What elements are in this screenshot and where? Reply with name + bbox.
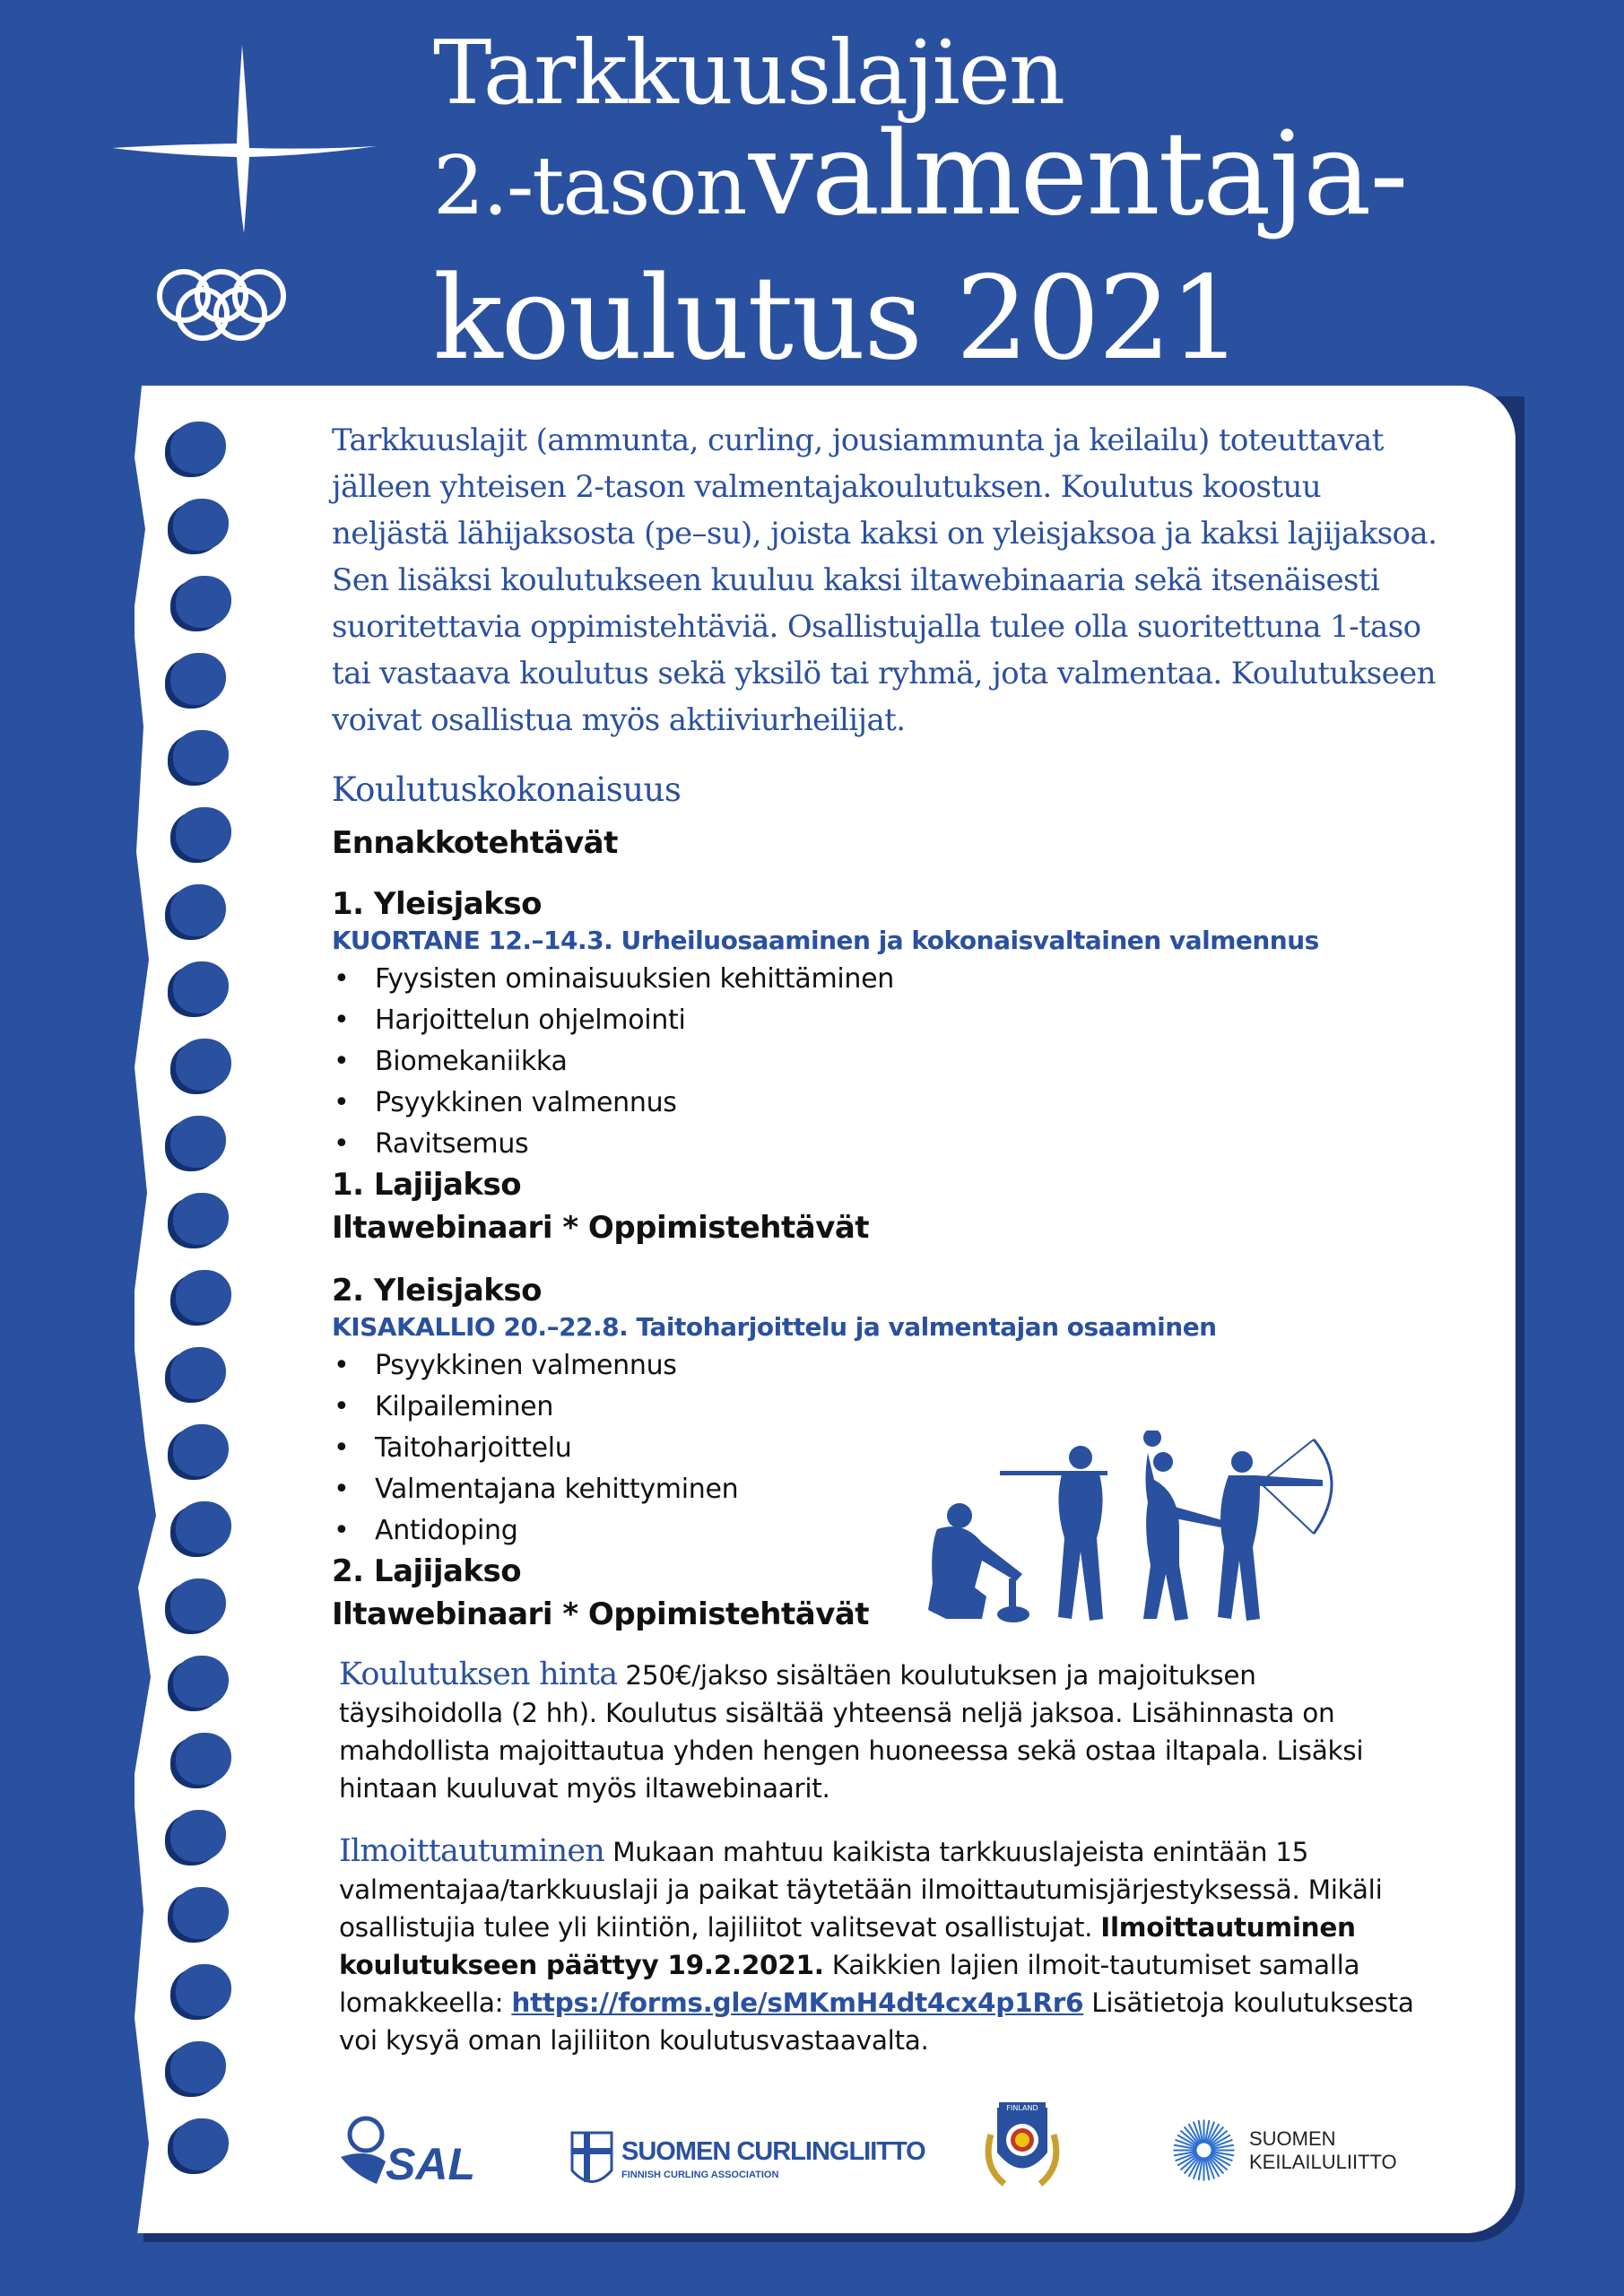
title-coach: valmentaja-: [748, 108, 1407, 241]
general-period-1-subtitle: KUORTANE 12.–14.3. Urheiluosaaminen ja kokonaisvaltainen valmennus: [332, 926, 1319, 955]
list-item: • Kilpaileminen: [332, 1387, 1444, 1428]
webinar-2: Iltawebinaari * Oppimistehtävät: [332, 1596, 870, 1632]
general-period-1-list: [332, 959, 1444, 1165]
bowling-logo-line-1: SUOMEN: [1249, 2127, 1336, 2150]
list-item: • Biomekaniikka: [332, 1041, 1444, 1083]
curling-logo: [569, 2130, 925, 2193]
curling-shield-icon: [569, 2130, 614, 2191]
sport-period-1-heading: 1. Lajijakso: [332, 1167, 522, 1203]
title-level: 2.-tason: [433, 139, 746, 233]
price-text: 250€/jakso sisältäen koulutuksen ja majoituksen täysihoidolla (2 hh). Koulutus sisältää yhteensä neljä jaksoa. Lisähinnasta on mahdollista majoittautua yhden hengen huoneessa sekä ostaa iltapala. Lisäksi hintaan kuuluvat myös iltawebinaarit.: [339, 1660, 1364, 1804]
price-lead: Koulutuksen hinta: [339, 1657, 618, 1692]
main-content: [332, 417, 1444, 2059]
general-period-1-heading: 1. Yleisjakso: [332, 886, 542, 922]
registration-text-1: Mukaan mahtuu kaikista tarkkuuslajeista enintään 15 valmentajaa/tarkkuuslaji ja paikat täytetään ilmoittautumisjärjestyksessä. Mikäli osallistujia tulee yli kiintiön, lajiliitot valitsevat osallistujat.: [339, 1837, 1383, 1943]
curling-logo-subtitle: FINNISH CURLING ASSOCIATION: [621, 2170, 779, 2180]
sport-silhouettes-image: [919, 1431, 1341, 1632]
list-item: • Fyysisten ominaisuuksien kehittäminen: [332, 959, 1444, 1000]
bowling-burst-icon: [1170, 2117, 1238, 2184]
poster-title: [433, 22, 1407, 386]
title-line-1: Tarkkuuslajien: [433, 22, 1064, 125]
pre-tasks: Ennakkotehtävät: [332, 825, 618, 861]
registration-text-3: Lisätietoja koulutuksesta voi kysyä oman lajiliiton koulutusvastaavalta.: [339, 1987, 1414, 2056]
sal-logo: [332, 2112, 502, 2193]
sal-logo-text: SAL: [386, 2139, 475, 2189]
olympic-cross-emblem: [108, 40, 381, 345]
title-line-2: [433, 108, 1407, 263]
registration-form-link[interactable]: https://forms.gle/sMKmH4dt4cx4p1Rr6: [511, 1987, 1084, 2018]
program-title: Koulutuskokonaisuus: [332, 770, 682, 809]
bowling-logo-line-2: KEILAILULIITTO: [1249, 2151, 1397, 2173]
list-item: • Psyykkinen valmennus: [332, 1345, 1444, 1387]
list-item: • Ravitsemus: [332, 1124, 1444, 1165]
general-period-2-heading: 2. Yleisjakso: [332, 1273, 542, 1309]
registration-text-2: Kaikkien lajien ilmoit-tautumiset samalla lomakkeella:: [339, 1950, 1360, 2018]
partner-logos: [332, 2103, 1426, 2202]
sport-period-2-heading: 2. Lajijakso: [332, 1553, 522, 1589]
list-item: • Antidoping: [332, 1510, 1444, 1552]
title-line-3: koulutus 2021: [433, 252, 1241, 386]
registration-section: [332, 1832, 1433, 2059]
list-item: • Valmentajana kehittyminen: [332, 1469, 1444, 1510]
registration-deadline: Ilmoittautuminen koulutukseen päättyy 19.2.2021.: [339, 1912, 1356, 1980]
list-item: • Taitoharjoittelu: [332, 1428, 1444, 1469]
registration-lead: Ilmoittautuminen: [339, 1833, 604, 1869]
bowling-logo: [1170, 2117, 1403, 2188]
torn-edge: [126, 386, 161, 2242]
archery-logo-text: FINLAND: [1006, 2104, 1038, 2112]
intro-text: Tarkkuuslajit (ammunta, curling, jousiammunta ja keilailu) toteuttavat jälleen yhteisen 2-tason valmentajakoulutuksen. Koulutus koostuu neljästä lähijaksosta (pe–su), joista kaksi on yleisjaksoa ja kaksi lajijaksoa. Sen lisäksi koulutukseen kuuluu kaksi iltawebinaaria sekä itsenäisesti suoritettavia oppimistehtäviä. Osallistujalla tulee olla suoritettuna 1-taso tai vastaava koulutus sekä yksilö tai ryhmä, jota valmentaa. Koulutukseen voivat osallistua myös aktiiviurheilijat.: [332, 422, 1437, 738]
bowling-logo-text: [1249, 2127, 1397, 2174]
archery-federation-logo: [977, 2099, 1067, 2193]
curling-logo-name: SUOMEN CURLINGLIITTO: [621, 2137, 925, 2166]
list-item: • Psyykkinen valmennus: [332, 1083, 1444, 1124]
webinar-1: Iltawebinaari * Oppimistehtävät: [332, 1210, 870, 1246]
price-section: [332, 1656, 1379, 1807]
list-item: • Harjoittelun ohjelmointi: [332, 1000, 1444, 1041]
general-period-2-subtitle: KISAKALLIO 20.–22.8. Taitoharjoittelu ja valmentajan osaaminen: [332, 1312, 1217, 1342]
